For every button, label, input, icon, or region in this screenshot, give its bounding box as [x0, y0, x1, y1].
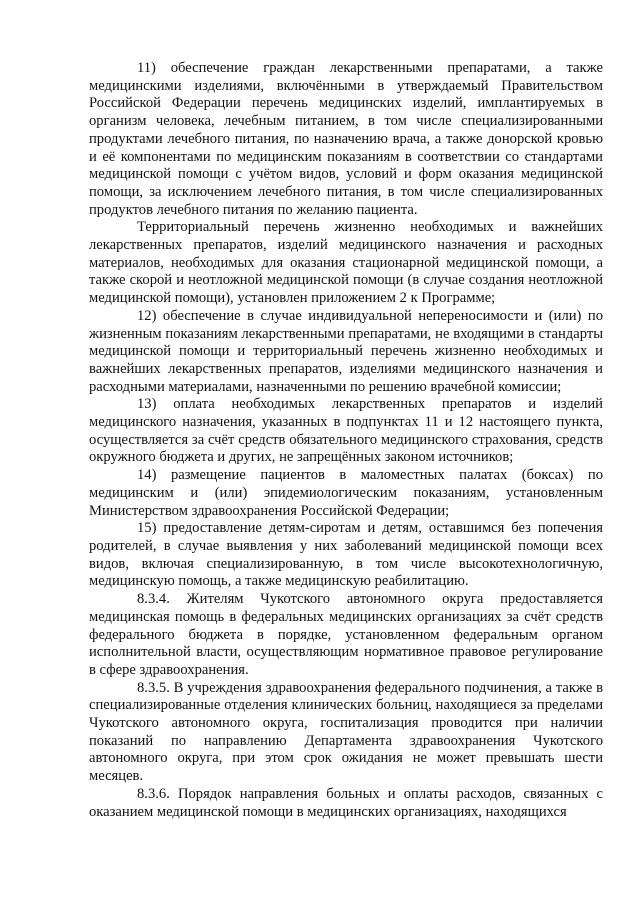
- paragraph-item-13: 13) оплата необходимых лекарственных препаратов и изделий медицинского назначения, указанных в подпунктах 11 и 12 настоящего пункта, осуществляется за счёт средств обязательного медицинского страхования, средств окружного бюджета и других, не запрещённых законом источников;: [89, 396, 603, 466]
- paragraph-item-14: 14) размещение пациентов в маломестных палатах (боксах) по медицинским и (или) эпидемиологическим показаниям, установленным Министерством здравоохранения Российской Федерации;: [89, 467, 603, 519]
- document-page: [89, 60, 603, 821]
- paragraph-8-3-6: 8.3.6. Порядок направления больных и оплаты расходов, связанных с оказанием медицинской помощи в медицинских организациях, находящихся: [89, 785, 603, 820]
- paragraph-8-3-5: 8.3.5. В учреждения здравоохранения федерального подчинения, а также в специализированные отделения клинических больниц, находящиеся за пределами Чукотского автономного округа, госпитализация проводится при наличии показаний по направлению Департамента здравоохранения Чукотского автономного округа, при этом срок ожидания не может превышать шести месяцев.: [89, 679, 603, 785]
- paragraph-item-12: 12) обеспечение в случае индивидуальной непереносимости и (или) по жизненным показаниям лекарственными препаратами, не входящими в стандарты медицинской помощи и территориальный перечень жизненно необходимых и важнейших лекарственных препаратов, изделиями медицинского назначения и расходными материалами, назначенными по решению врачебной комиссии;: [89, 307, 603, 395]
- paragraph-item-11: 11) обеспечение граждан лекарственными препаратами, а также медицинскими изделиями, включёнными в утверждаемый Правительством Российской Федерации перечень медицинских изделий, имплантируемых в организм человека, лечебным питанием, в том числе специализированными продуктами лечебного питания, по назначению врача, а также донорской кровью и её компонентами по медицинским показаниям в соответствии со стандартами медицинской помощи с учётом видов, условий и форм оказания медицинской помощи, за исключением лечебного питания, в том числе специализированных продуктов лечебного питания по желанию пациента.: [89, 60, 603, 218]
- paragraph-territorial-list: Территориальный перечень жизненно необходимых и важнейших лекарственных препаратов, изделий медицинского назначения и расходных материалов, необходимых для оказания стационарной медицинской помощи, а также скорой и неотложной медицинской помощи (в случае создания неотложной медицинской помощи), установлен приложением 2 к Программе;: [89, 219, 603, 307]
- paragraph-8-3-4: 8.3.4. Жителям Чукотского автономного округа предоставляется медицинская помощь в федеральных медицинских организациях за счёт средств федерального бюджета в порядке, установленном федеральным органом исполнительной власти, осуществляющим нормативное правовое регулирование в сфере здравоохранения.: [89, 591, 603, 678]
- paragraph-item-15: 15) предоставление детям-сиротам и детям, оставшимся без попечения родителей, в случае выявления у них заболеваний медицинской помощи всех видов, включая специализированную, в том числе высокотехнологичную, медицинскую помощь, а также медицинскую реабилитацию.: [89, 520, 603, 590]
